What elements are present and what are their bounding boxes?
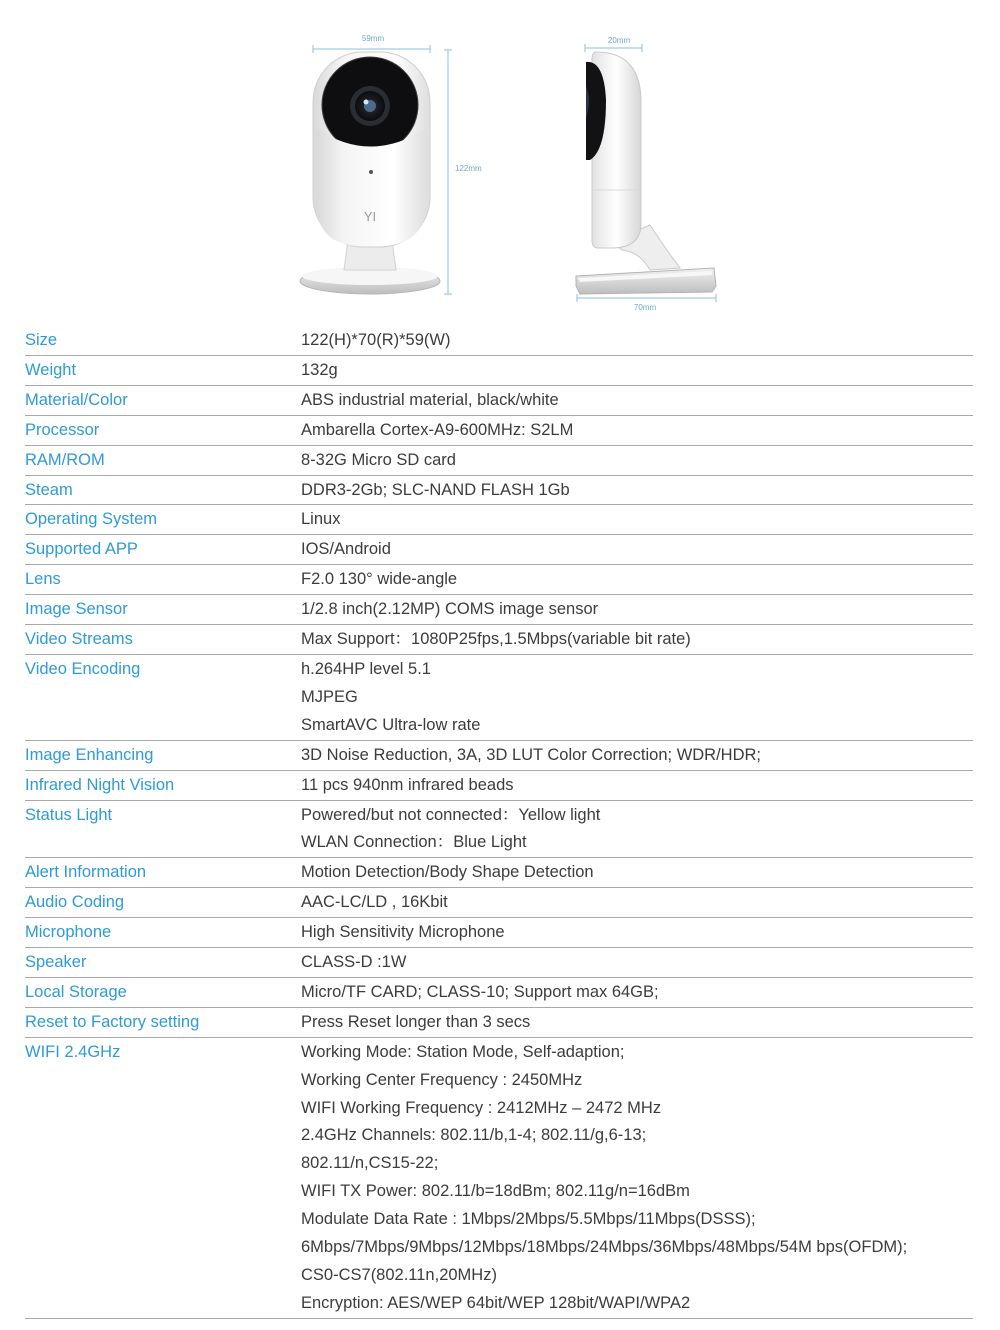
spec-label: Video Streams xyxy=(25,630,133,649)
spec-values xyxy=(301,656,973,740)
spec-value-line: Linux xyxy=(301,510,341,529)
spec-value-line: WIFI TX Power: 802.11/b=18dBm; 802.11g/n=16dBm xyxy=(301,1182,690,1201)
spec-row xyxy=(25,858,973,888)
spec-row xyxy=(25,386,973,416)
spec-value-line: 11 pcs 940nm infrared beads xyxy=(301,775,514,794)
spec-value-line: Ambarella Cortex-A9-600MHz: S2LM xyxy=(301,420,574,439)
spec-label: WIFI 2.4GHz xyxy=(25,1042,121,1061)
spec-values xyxy=(301,506,973,534)
spec-value-line: High Sensitivity Microphone xyxy=(301,923,505,942)
spec-value-line: Micro/TF CARD; CLASS-10; Support max 64GB; xyxy=(301,982,659,1001)
spec-values xyxy=(301,802,973,858)
spec-values xyxy=(301,477,973,505)
spec-label: Infrared Night Vision xyxy=(25,775,175,794)
spec-label: Supported APP xyxy=(25,540,138,559)
camera-front-view xyxy=(300,34,482,294)
spec-label: Image Sensor xyxy=(25,600,128,619)
spec-value-line: DDR3-2Gb; SLC-NAND FLASH 1Gb xyxy=(301,480,570,499)
spec-values xyxy=(301,1039,973,1318)
yi-logo: YI xyxy=(363,209,377,224)
spec-label: Speaker xyxy=(25,953,87,972)
spec-row xyxy=(25,948,973,978)
spec-value-line: 132g xyxy=(301,360,338,379)
camera-illustrations xyxy=(0,0,1000,325)
spec-value-line: 122(H)*70(R)*59(W) xyxy=(301,331,451,349)
spec-values xyxy=(301,1009,973,1037)
spec-row xyxy=(25,978,973,1008)
spec-values xyxy=(301,859,973,887)
side-base-label: 70mm xyxy=(633,303,657,312)
spec-value-line: Working Center Frequency : 2450MHz xyxy=(301,1070,583,1089)
spec-value-line: Modulate Data Rate : 1Mbps/2Mbps/5.5Mbps/11Mbps(DSSS); xyxy=(301,1210,756,1229)
spec-label: Material/Color xyxy=(25,390,128,409)
spec-label: Audio Coding xyxy=(25,893,125,912)
spec-label: Status Light xyxy=(25,805,113,824)
spec-label: Lens xyxy=(25,570,61,589)
spec-value-line: Motion Detection/Body Shape Detection xyxy=(301,863,594,882)
spec-values xyxy=(301,626,973,654)
spec-label: Microphone xyxy=(25,923,112,942)
spec-row xyxy=(25,565,973,595)
spec-value-line: F2.0 130° wide-angle xyxy=(301,570,458,589)
spec-values xyxy=(301,772,973,800)
spec-value-line: 3D Noise Reduction, 3A, 3D LUT Color Correction; WDR/HDR; xyxy=(301,745,762,764)
spec-value-line: MJPEG xyxy=(301,687,358,706)
spec-value-line: Working Mode: Station Mode, Self-adaption; xyxy=(301,1042,625,1061)
spec-row xyxy=(25,625,973,655)
spec-label: Image Enhancing xyxy=(25,745,154,764)
spec-values xyxy=(301,387,973,415)
spec-value-line: Press Reset longer than 3 secs xyxy=(301,1012,531,1031)
spec-values xyxy=(301,919,973,947)
spec-label: Weight xyxy=(25,360,77,379)
spec-row xyxy=(25,888,973,918)
spec-value-line: 1/2.8 inch(2.12MP) COMS image sensor xyxy=(301,600,599,619)
front-width-label: 59mm xyxy=(361,34,385,43)
spec-value-line: 802.11/n,CS15-22; xyxy=(301,1154,439,1173)
spec-value-line: 8-32G Micro SD card xyxy=(301,450,456,469)
spec-row xyxy=(25,535,973,565)
spec-value-line: Powered/but not connected：Yellow light xyxy=(301,805,601,824)
spec-value-line: SmartAVC Ultra-low rate xyxy=(301,715,481,734)
spec-value-line: CLASS-D :1W xyxy=(301,953,407,972)
spec-value-line: AAC-LC/LD , 16Kbit xyxy=(301,893,448,912)
spec-values xyxy=(301,596,973,624)
side-depth-label: 20mm xyxy=(607,36,631,45)
spec-row xyxy=(25,1008,973,1038)
spec-value-line: WIFI Working Frequency : 2412MHz – 2472 MHz xyxy=(301,1098,662,1117)
camera-side-view xyxy=(576,36,716,312)
spec-row xyxy=(25,771,973,801)
spec-values xyxy=(301,447,973,475)
spec-row xyxy=(25,356,973,386)
spec-row xyxy=(25,1038,973,1319)
spec-label: Size xyxy=(25,331,58,349)
spec-value-line: h.264HP level 5.1 xyxy=(301,659,431,678)
spec-table xyxy=(25,326,973,1319)
spec-value-line: CS0-CS7(802.11n,20MHz) xyxy=(301,1266,497,1284)
spec-label: Alert Information xyxy=(25,863,147,882)
spec-label: Operating System xyxy=(25,510,158,529)
product-dimension-images xyxy=(0,0,1000,325)
spec-row xyxy=(25,918,973,948)
spec-row xyxy=(25,476,973,506)
spec-values xyxy=(301,417,973,445)
spec-values xyxy=(301,742,973,770)
spec-values xyxy=(301,536,973,564)
spec-value-line: ABS industrial material, black/white xyxy=(301,390,559,409)
spec-value-line: Encryption: AES/WEP 64bit/WEP 128bit/WAPI/WPA2 xyxy=(301,1293,691,1312)
spec-value-line: 6Mbps/7Mbps/9Mbps/12Mbps/18Mbps/24Mbps/36Mbps/48Mbps/54M bps(OFDM); xyxy=(301,1238,908,1257)
spec-label: RAM/ROM xyxy=(25,450,105,469)
spec-values xyxy=(301,357,973,385)
spec-row xyxy=(25,326,973,356)
spec-label: Processor xyxy=(25,420,100,439)
spec-values xyxy=(301,566,973,594)
spec-value-line: 2.4GHz Channels: 802.11/b,1-4; 802.11/g,6-13; xyxy=(301,1126,647,1145)
spec-values xyxy=(301,889,973,917)
spec-row xyxy=(25,446,973,476)
spec-label: Video Encoding xyxy=(25,659,141,678)
spec-values xyxy=(301,949,973,977)
spec-row xyxy=(25,741,973,771)
spec-label: Reset to Factory setting xyxy=(25,1012,200,1031)
spec-value-line: IOS/Android xyxy=(301,540,391,559)
spec-row xyxy=(25,416,973,446)
spec-row xyxy=(25,505,973,535)
spec-row xyxy=(25,801,973,859)
front-height-label: 122mm xyxy=(455,164,482,173)
spec-values xyxy=(301,979,973,1007)
spec-values xyxy=(301,327,973,355)
spec-row xyxy=(25,595,973,625)
spec-label: Local Storage xyxy=(25,982,127,1001)
spec-value-line: Max Support：1080P25fps,1.5Mbps(variable bit rate) xyxy=(301,630,691,649)
spec-label: Steam xyxy=(25,480,73,499)
spec-value-line: WLAN Connection：Blue Light xyxy=(301,833,527,852)
spec-row xyxy=(25,655,973,741)
